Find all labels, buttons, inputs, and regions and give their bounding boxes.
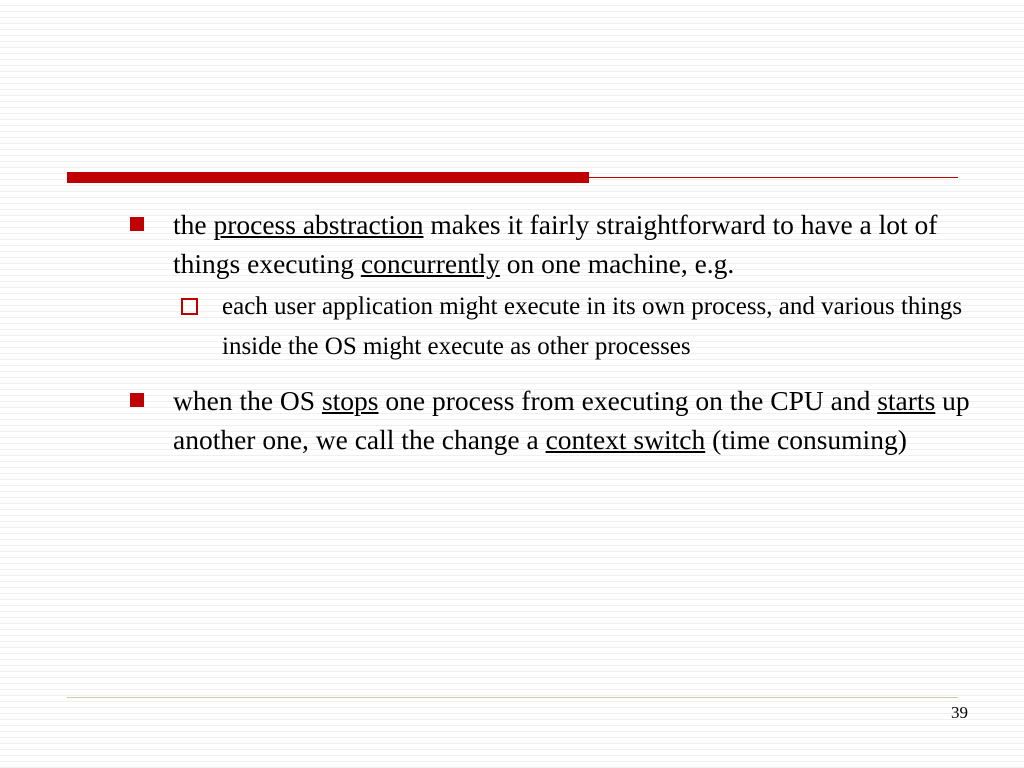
square-filled-marker-icon bbox=[130, 393, 144, 407]
bullet-text: the process abstraction makes it fairly straightforward to have a lot of things executing concurrently on one machine, e.g. bbox=[173, 209, 938, 279]
bullet-item bbox=[126, 381, 976, 459]
title-divider-thick-bar bbox=[67, 172, 589, 183]
sub-bullet-item bbox=[126, 287, 976, 367]
footer-divider bbox=[67, 697, 958, 698]
square-filled-marker-icon bbox=[130, 217, 144, 231]
spacer bbox=[126, 371, 976, 381]
bullet-text: when the OS stops one process from executing on the CPU and starts up another one, we call the change a context switch (time consuming) bbox=[173, 385, 970, 455]
bullet-item bbox=[126, 205, 976, 283]
slide-body bbox=[126, 205, 976, 463]
square-hollow-marker-icon bbox=[181, 298, 198, 315]
sub-bullet-text: each user application might execute in its own process, and various things inside the OS might execute as other processes bbox=[222, 293, 963, 360]
title-divider bbox=[67, 172, 958, 184]
page-number: 39 bbox=[951, 703, 968, 722]
